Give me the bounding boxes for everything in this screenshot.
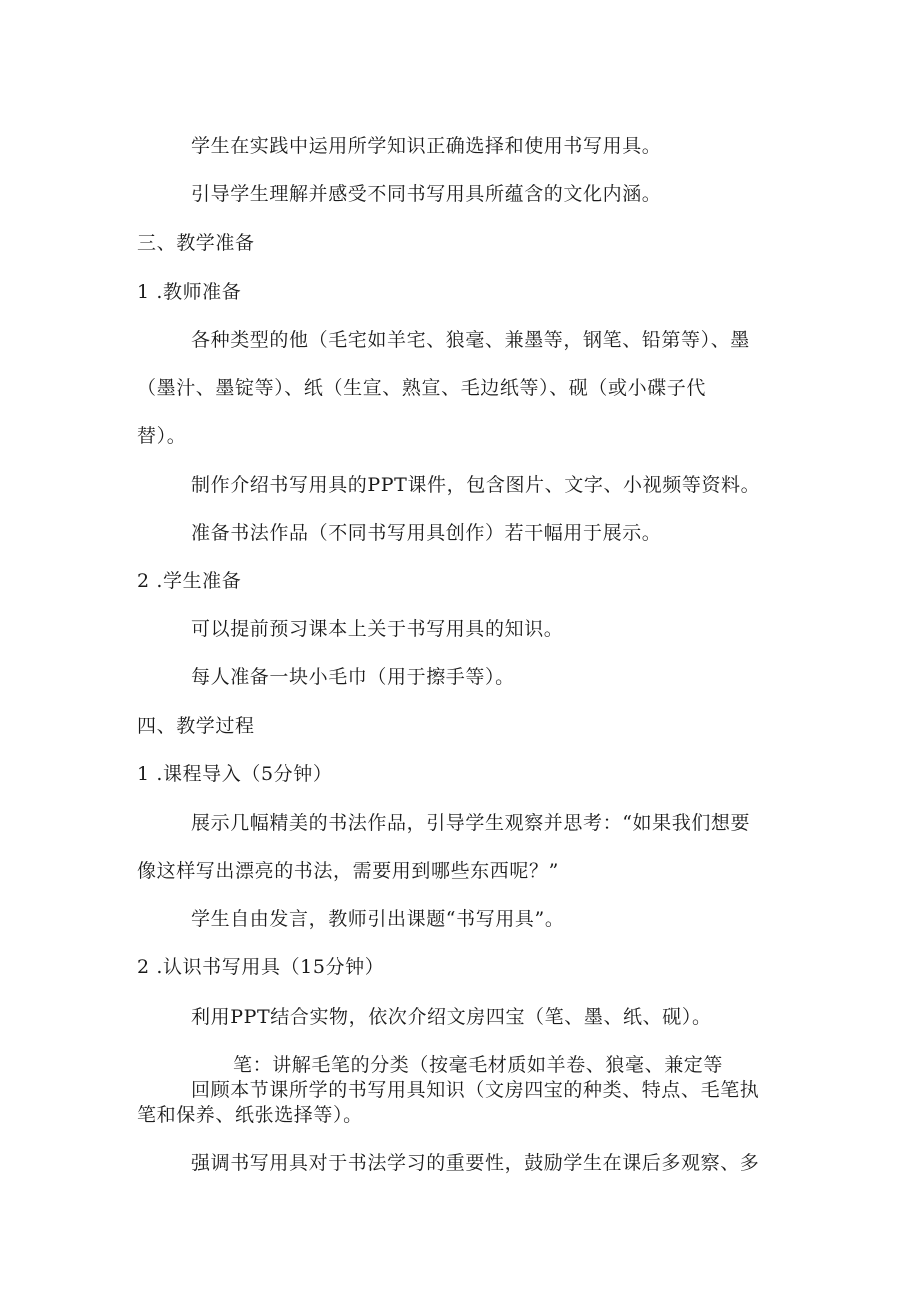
paragraph-line: 每人准备一块小毛巾（用于擦手等）。 xyxy=(191,666,515,688)
paragraph-line: 笔和保养、纸张选择等）。 xyxy=(137,1104,363,1126)
paragraph-line: 展示几幅精美的书法作品，引导学生观察并思考：“如果我们想要 xyxy=(191,812,751,834)
paragraph-line: 各种类型的他（毛宅如羊宅、狼毫、兼墨等，钢笔、铅第等）、墨 xyxy=(191,329,750,351)
paragraph-line: 制作介绍书写用具的PPT课件，包含图片、文字、小视频等资料。 xyxy=(191,474,761,496)
subsection-heading: 2 .学生准备 xyxy=(137,570,242,592)
paragraph-line: 引导学生理解并感受不同书写用具所蕴含的文化内涵。 xyxy=(191,183,662,205)
subsection-heading: 2 .认识书写用具（15分钟） xyxy=(137,956,385,978)
section-heading: 三、教学准备 xyxy=(137,232,255,254)
subsection-heading: 1 .教师准备 xyxy=(137,281,242,303)
subsection-heading: 1 .课程导入（5分钟） xyxy=(137,763,333,785)
paragraph-line: 学生在实践中运用所学知识正确选择和使用书写用具。 xyxy=(191,135,662,157)
paragraph-line: 笔：讲解毛笔的分类（按毫毛材质如羊卷、狼毫、兼定等 xyxy=(233,1054,724,1076)
paragraph-line: 强调书写用具对于书法学习的重要性，鼓励学生在课后多观察、多 xyxy=(191,1152,760,1174)
paragraph-line: 准备书法作品（不同书写用具创作）若干幅用于展示。 xyxy=(191,522,662,544)
paragraph-line: 利用PPT结合实物，依次介绍文房四宝（笔、墨、纸、砚）。 xyxy=(191,1006,712,1028)
paragraph-line: 学生自由发言，教师引出课题“书写用具”。 xyxy=(191,908,565,930)
paragraph-line: 像这样写出漂亮的书法，需要用到哪些东西呢？” xyxy=(137,860,559,882)
paragraph-line: （墨汁、墨锭等）、纸（生宣、熟宣、毛边纸等）、砚（或小碟子代 xyxy=(137,377,707,399)
section-heading: 四、教学过程 xyxy=(137,715,255,737)
paragraph-line: 可以提前预习课本上关于书写用具的知识。 xyxy=(191,618,564,640)
paragraph-line: 替）。 xyxy=(137,425,187,447)
paragraph-line: 回顾本节课所学的书写用具知识（文房四宝的种类、特点、毛笔执 xyxy=(191,1079,760,1101)
